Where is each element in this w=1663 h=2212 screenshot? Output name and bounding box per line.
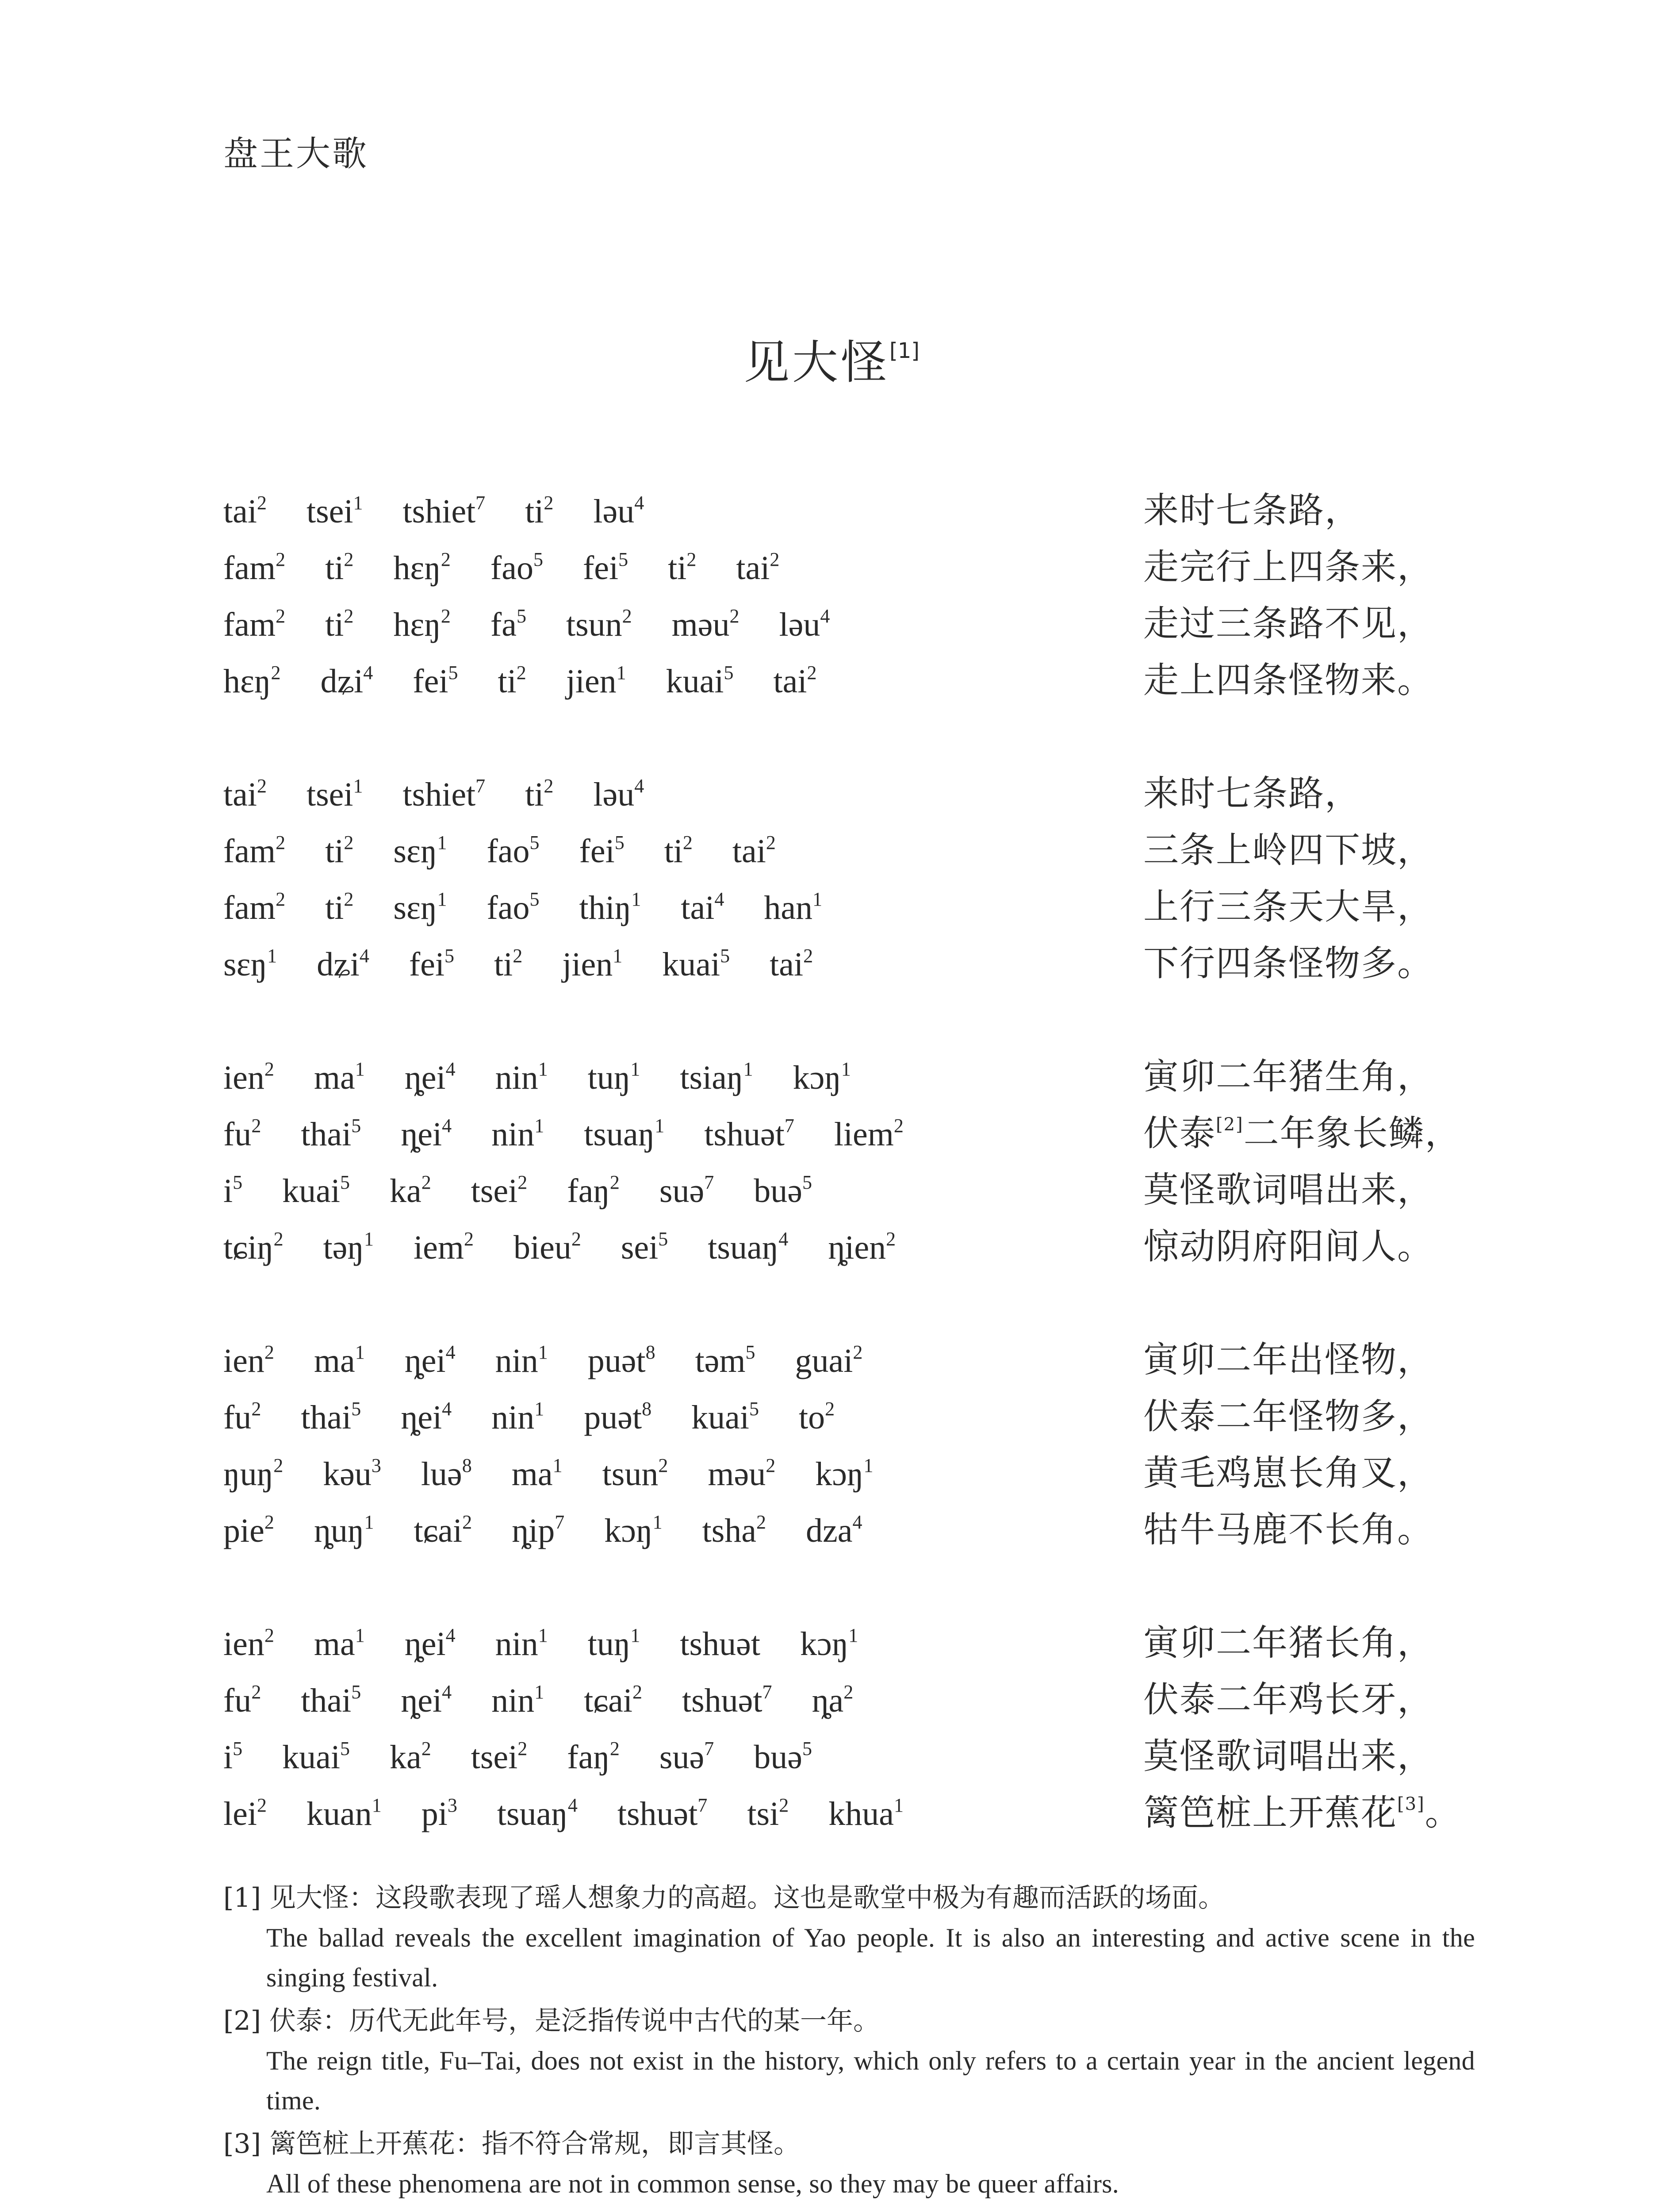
- lyric-line: [223, 1671, 1462, 1728]
- pronunciation-text: $fu^2$ thai$^5$ ȵei$^4$ nin$^1$ puət$^8$ kuai$^5$ $to^2$: [223, 1398, 835, 1436]
- pronunciation-text: ien$^2$ $ma^1$ ȵei$^4$ nin$^1$ puət$^8$ təm$^5$ guai$^2$: [223, 1341, 863, 1379]
- lyric-line: [223, 539, 1462, 595]
- pronunciation-text: lei$^2$ kuan$^1$ $pi^3$ tsuaŋ$^4$ tshuət$^7$ tsi$^2$ khua$^1$: [223, 1794, 904, 1832]
- pronunciation-text: fam$^2$ $ti^2$ hɛŋ$^2$ $fa^5$ tsun$^2$ məu$^2$ ləu$^4$: [223, 605, 830, 643]
- lyric-line: [223, 1162, 1462, 1218]
- pronunciation-text: ien$^2$ $ma^1$ ȵei$^4$ nin$^1$ tuŋ$^1$ tshuət kɔŋ$^1$: [223, 1624, 858, 1663]
- chinese-lyric: 寅卯二年猪生角，: [1143, 1056, 1433, 1097]
- lyric-line: [223, 1218, 1462, 1275]
- chinese-lyric: 莫怪歌词唱出来，: [1143, 1169, 1433, 1210]
- lyric-line: [223, 822, 1462, 879]
- song-title-text: 见大怪: [743, 335, 889, 389]
- footnotes: [223, 1878, 1475, 2207]
- pronunciation-text: tai$^2$ tsei$^1$ tshiet$^7$ $ti^2$ ləu$^4$: [223, 492, 644, 530]
- lyric-line: [223, 1445, 1462, 1502]
- footnote-chinese: [2] 伏泰：历代无此年号，是泛指传说中古代的某一年。: [223, 2005, 880, 2036]
- chinese-lyric: 走过三条路不见，: [1143, 603, 1433, 644]
- chinese-lyric: 篱笆桩上开蕉花[3]。: [1143, 1792, 1461, 1833]
- lyric-line: [223, 1048, 1462, 1105]
- chinese-lyric: 寅卯二年出怪物，: [1143, 1339, 1433, 1380]
- chinese-lyric: 三条上岭四下坡，: [1143, 830, 1433, 871]
- chinese-lyric: 来时七条路，: [1143, 490, 1361, 531]
- stanza: [223, 1332, 1462, 1558]
- lyric-line: [223, 1502, 1462, 1558]
- pronunciation-text: fam$^2$ $ti^2$ sɛŋ$^1$ fao$^5$ fei$^5$ $ti^2$ tai$^2$: [223, 832, 776, 870]
- pronunciation-text: sɛŋ$^1$ dʑi$^4$ fei$^5$ $ti^2$ jien$^1$ kuai$^5$ tai$^2$: [223, 945, 813, 983]
- stanza: [223, 1048, 1462, 1275]
- chinese-lyric: 走上四条怪物来。: [1143, 660, 1433, 701]
- chinese-lyric: 寅卯二年猪长角，: [1143, 1622, 1433, 1663]
- lyric-line: [223, 1388, 1462, 1445]
- pronunciation-text: fam$^2$ $ti^2$ sɛŋ$^1$ fao$^5$ thiŋ$^1$ tai$^4$ han$^1$: [223, 888, 823, 926]
- chinese-lyric: 伏泰[2]二年象长鳞，: [1143, 1113, 1461, 1154]
- chinese-lyric: 下行四条怪物多。: [1143, 943, 1433, 984]
- song-lyrics: [223, 482, 1462, 1898]
- footnote-english: The reign title, Fu–Tai, does not exist in the history, which only refers to a certain year in the ancient legend time.: [266, 2046, 1475, 2115]
- lyric-line: [223, 1105, 1462, 1162]
- stanza: [223, 765, 1462, 992]
- pronunciation-text: tɕiŋ$^2$ təŋ$^1$ iem$^2$ bieu$^2$ sei$^5$ tsuaŋ$^4$ ȵien$^2$: [223, 1228, 896, 1266]
- chinese-lyric: 上行三条天大旱，: [1143, 886, 1433, 927]
- chinese-lyric: 惊动阴府阳间人。: [1143, 1226, 1433, 1267]
- pronunciation-text: $fu^2$ thai$^5$ ȵei$^4$ nin$^1$ tɕai$^2$ tshuət$^7$ $ȵa^2$: [223, 1681, 854, 1719]
- pronunciation-text: $i^5$ kuai$^5$ $ka^2$ tsei$^2$ faŋ$^2$ suə$^7$ buə$^5$: [223, 1738, 812, 1776]
- pronunciation-text: tai$^2$ tsei$^1$ tshiet$^7$ $ti^2$ ləu$^4$: [223, 775, 644, 813]
- lyric-line: [223, 652, 1462, 709]
- chinese-lyric: 走完行上四条来，: [1143, 546, 1433, 588]
- chinese-lyric: 来时七条路，: [1143, 773, 1361, 814]
- pronunciation-text: fam$^2$ $ti^2$ hɛŋ$^2$ fao$^5$ fei$^5$ $ti^2$ tai$^2$: [223, 549, 780, 587]
- chinese-lyric: 牯牛马鹿不长角。: [1143, 1509, 1433, 1550]
- lyric-line: [223, 1728, 1462, 1785]
- footnote-chinese: [1] 见大怪：这段歌表现了瑶人想象力的高超。这也是歌堂中极为有趣而活跃的场面。: [223, 1882, 1225, 1913]
- footnote: [223, 2001, 1475, 2120]
- chinese-lyric: 伏泰二年怪物多，: [1143, 1396, 1433, 1437]
- footnote: [223, 1878, 1475, 1997]
- chinese-lyric: 伏泰二年鸡长牙，: [1143, 1679, 1433, 1720]
- chinese-lyric: 黄毛鸡崽长角叉，: [1143, 1452, 1433, 1494]
- running-head-book-title: 盘王大歌: [223, 134, 369, 174]
- pronunciation-text: ien$^2$ $ma^1$ ȵei$^4$ nin$^1$ tuŋ$^1$ tsiaŋ$^1$ kɔŋ$^1$: [223, 1058, 851, 1096]
- lyric-line: [223, 1615, 1462, 1671]
- lyric-line: [223, 879, 1462, 935]
- footnote: [223, 2124, 1475, 2204]
- lyric-line: [223, 765, 1462, 822]
- pronunciation-text: $fu^2$ thai$^5$ ȵei$^4$ nin$^1$ tsuaŋ$^1$ tshuət$^7$ liem$^2$: [223, 1115, 904, 1153]
- pronunciation-text: pie$^2$ ȵuŋ$^1$ tɕai$^2$ ȵip$^7$ kɔŋ$^1$ tsha$^2$ dza$^4$: [223, 1511, 862, 1549]
- lyric-line: [223, 1785, 1462, 1841]
- lyric-line: [223, 595, 1462, 652]
- title-footnote-ref: [1]: [889, 338, 920, 363]
- lyric-line: [223, 482, 1462, 539]
- stanza: [223, 482, 1462, 709]
- footnote-chinese: [3] 篱笆桩上开蕉花：指不符合常规，即言其怪。: [223, 2128, 801, 2159]
- footnote-english: All of these phenomena are not in common sense, so they may be queer affairs.: [266, 2169, 1119, 2198]
- footnote-english: The ballad reveals the excellent imagination of Yao people. It is also an interesting and active scene in the singing festival.: [266, 1923, 1475, 1992]
- pronunciation-text: hɛŋ$^2$ dʑi$^4$ fei$^5$ $ti^2$ jien$^1$ kuai$^5$ tai$^2$: [223, 662, 817, 700]
- lyric-line: [223, 935, 1462, 992]
- pronunciation-text: ŋuŋ$^2$ kəu$^3$ luə$^8$ $ma^1$ tsun$^2$ məu$^2$ kɔŋ$^1$: [223, 1455, 874, 1493]
- chinese-lyric: 莫怪歌词唱出来，: [1143, 1736, 1433, 1777]
- song-title: [0, 325, 1663, 392]
- stanza: [223, 1615, 1462, 1841]
- pronunciation-text: $i^5$ kuai$^5$ $ka^2$ tsei$^2$ faŋ$^2$ suə$^7$ buə$^5$: [223, 1171, 812, 1210]
- lyric-line: [223, 1332, 1462, 1388]
